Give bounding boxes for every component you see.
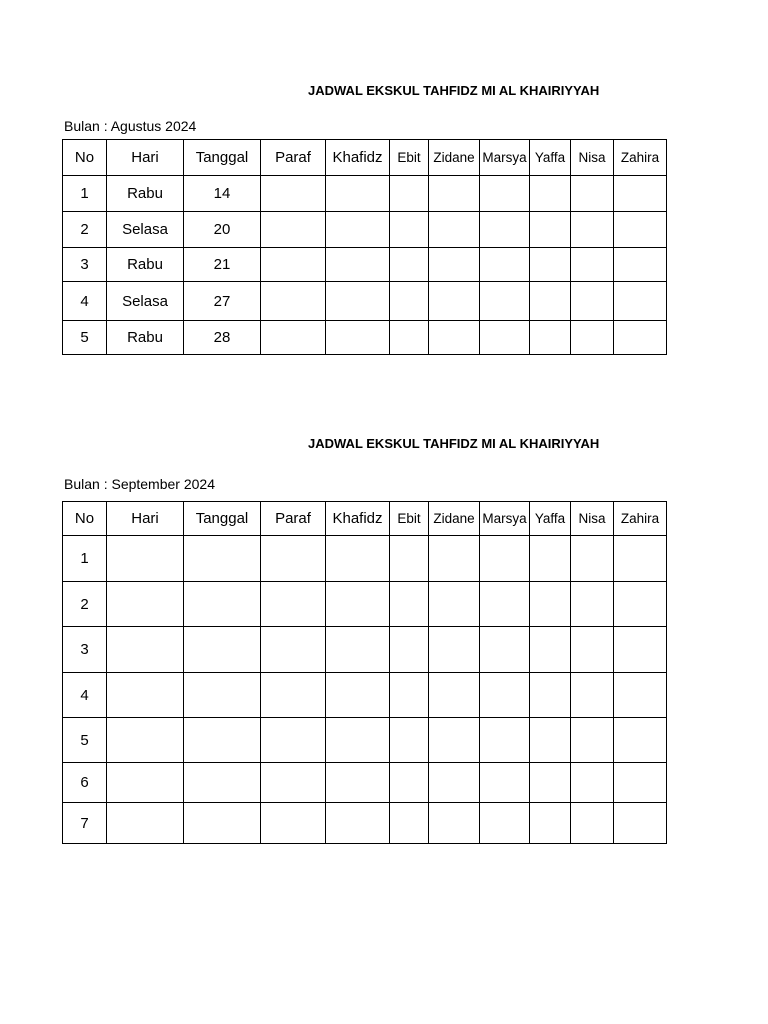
header-khafidz: Khafidz xyxy=(326,502,390,536)
cell-yaffa xyxy=(530,803,571,844)
cell-ebit xyxy=(390,673,429,718)
cell-no: 4 xyxy=(63,673,107,718)
cell-hari: Rabu xyxy=(107,321,184,355)
cell-no: 5 xyxy=(63,321,107,355)
header-paraf: Paraf xyxy=(261,502,326,536)
cell-marsya xyxy=(480,582,530,627)
table-row xyxy=(63,673,667,718)
cell-tanggal xyxy=(184,718,261,763)
cell-zidane xyxy=(429,803,480,844)
cell-ebit xyxy=(390,627,429,673)
cell-hari xyxy=(107,803,184,844)
cell-zahira xyxy=(614,536,667,582)
cell-zidane xyxy=(429,673,480,718)
cell-yaffa xyxy=(530,718,571,763)
cell-khafidz xyxy=(326,673,390,718)
table-row xyxy=(63,282,667,321)
cell-zidane xyxy=(429,282,480,321)
cell-paraf xyxy=(261,627,326,673)
cell-khafidz xyxy=(326,176,390,212)
table-row xyxy=(63,763,667,803)
cell-hari xyxy=(107,673,184,718)
cell-no: 4 xyxy=(63,282,107,321)
cell-zahira xyxy=(614,763,667,803)
cell-zahira xyxy=(614,321,667,355)
cell-zidane xyxy=(429,176,480,212)
cell-nisa xyxy=(571,536,614,582)
cell-hari: Rabu xyxy=(107,248,184,282)
cell-no: 6 xyxy=(63,763,107,803)
cell-tanggal xyxy=(184,803,261,844)
cell-yaffa xyxy=(530,627,571,673)
cell-tanggal xyxy=(184,582,261,627)
cell-nisa xyxy=(571,321,614,355)
header-zahira: Zahira xyxy=(614,140,667,176)
cell-ebit xyxy=(390,763,429,803)
cell-zahira xyxy=(614,212,667,248)
table-row xyxy=(63,321,667,355)
cell-tanggal xyxy=(184,673,261,718)
header-zahira: Zahira xyxy=(614,502,667,536)
cell-yaffa xyxy=(530,536,571,582)
table-row xyxy=(63,627,667,673)
cell-tanggal: 14 xyxy=(184,176,261,212)
table-row xyxy=(63,248,667,282)
cell-marsya xyxy=(480,212,530,248)
cell-hari xyxy=(107,582,184,627)
cell-hari xyxy=(107,536,184,582)
cell-khafidz xyxy=(326,212,390,248)
table-row xyxy=(63,176,667,212)
cell-zahira xyxy=(614,718,667,763)
table-header-row xyxy=(63,502,667,536)
cell-nisa xyxy=(571,176,614,212)
cell-nisa xyxy=(571,248,614,282)
cell-marsya xyxy=(480,248,530,282)
cell-ebit xyxy=(390,321,429,355)
cell-ebit xyxy=(390,582,429,627)
cell-yaffa xyxy=(530,763,571,803)
cell-hari: Selasa xyxy=(107,212,184,248)
cell-khafidz xyxy=(326,718,390,763)
cell-no: 5 xyxy=(63,718,107,763)
cell-zidane xyxy=(429,212,480,248)
cell-nisa xyxy=(571,212,614,248)
table-row xyxy=(63,536,667,582)
cell-zahira xyxy=(614,673,667,718)
cell-yaffa xyxy=(530,248,571,282)
cell-ebit xyxy=(390,176,429,212)
cell-nisa xyxy=(571,282,614,321)
cell-zahira xyxy=(614,176,667,212)
month-label-august: Bulan : Agustus 2024 xyxy=(64,118,197,134)
cell-yaffa xyxy=(530,176,571,212)
header-marsya: Marsya xyxy=(480,502,530,536)
cell-paraf xyxy=(261,763,326,803)
cell-zahira xyxy=(614,582,667,627)
header-khafidz: Khafidz xyxy=(326,140,390,176)
cell-marsya xyxy=(480,627,530,673)
table-header-row xyxy=(63,140,667,176)
cell-khafidz xyxy=(326,536,390,582)
cell-zahira xyxy=(614,282,667,321)
cell-marsya xyxy=(480,536,530,582)
cell-khafidz xyxy=(326,321,390,355)
cell-khafidz xyxy=(326,803,390,844)
cell-nisa xyxy=(571,582,614,627)
cell-paraf xyxy=(261,282,326,321)
cell-yaffa xyxy=(530,321,571,355)
cell-no: 7 xyxy=(63,803,107,844)
cell-nisa xyxy=(571,803,614,844)
cell-nisa xyxy=(571,673,614,718)
cell-ebit xyxy=(390,248,429,282)
cell-tanggal: 27 xyxy=(184,282,261,321)
header-zidane: Zidane xyxy=(429,502,480,536)
cell-zahira xyxy=(614,248,667,282)
month-label-september: Bulan : September 2024 xyxy=(64,476,215,492)
cell-marsya xyxy=(480,763,530,803)
cell-marsya xyxy=(480,176,530,212)
cell-tanggal xyxy=(184,536,261,582)
cell-nisa xyxy=(571,627,614,673)
cell-zidane xyxy=(429,718,480,763)
schedule-table-september xyxy=(62,501,667,844)
cell-khafidz xyxy=(326,763,390,803)
cell-hari: Rabu xyxy=(107,176,184,212)
cell-paraf xyxy=(261,176,326,212)
cell-khafidz xyxy=(326,248,390,282)
cell-yaffa xyxy=(530,673,571,718)
header-marsya: Marsya xyxy=(480,140,530,176)
header-ebit: Ebit xyxy=(390,140,429,176)
header-zidane: Zidane xyxy=(429,140,480,176)
cell-zidane xyxy=(429,321,480,355)
cell-tanggal: 21 xyxy=(184,248,261,282)
cell-hari xyxy=(107,763,184,803)
cell-marsya xyxy=(480,718,530,763)
header-ebit: Ebit xyxy=(390,502,429,536)
cell-hari xyxy=(107,627,184,673)
header-hari: Hari xyxy=(107,502,184,536)
cell-zidane xyxy=(429,627,480,673)
table-row xyxy=(63,582,667,627)
schedule-title-september: JADWAL EKSKUL TAHFIDZ MI AL KHAIRIYYAH xyxy=(308,436,600,451)
cell-ebit xyxy=(390,282,429,321)
cell-paraf xyxy=(261,803,326,844)
cell-yaffa xyxy=(530,212,571,248)
cell-no: 2 xyxy=(63,212,107,248)
cell-nisa xyxy=(571,763,614,803)
cell-ebit xyxy=(390,212,429,248)
cell-hari xyxy=(107,718,184,763)
cell-paraf xyxy=(261,718,326,763)
cell-marsya xyxy=(480,673,530,718)
header-yaffa: Yaffa xyxy=(530,502,571,536)
cell-nisa xyxy=(571,718,614,763)
cell-marsya xyxy=(480,282,530,321)
cell-tanggal xyxy=(184,627,261,673)
cell-paraf xyxy=(261,582,326,627)
cell-tanggal: 20 xyxy=(184,212,261,248)
header-tanggal: Tanggal xyxy=(184,502,261,536)
cell-paraf xyxy=(261,536,326,582)
table-row xyxy=(63,212,667,248)
cell-zahira xyxy=(614,627,667,673)
cell-zidane xyxy=(429,763,480,803)
header-tanggal: Tanggal xyxy=(184,140,261,176)
header-hari: Hari xyxy=(107,140,184,176)
cell-yaffa xyxy=(530,582,571,627)
cell-no: 2 xyxy=(63,582,107,627)
cell-hari: Selasa xyxy=(107,282,184,321)
header-nisa: Nisa xyxy=(571,502,614,536)
header-nisa: Nisa xyxy=(571,140,614,176)
cell-no: 3 xyxy=(63,248,107,282)
cell-zahira xyxy=(614,803,667,844)
cell-zidane xyxy=(429,248,480,282)
cell-marsya xyxy=(480,321,530,355)
cell-paraf xyxy=(261,321,326,355)
schedule-title-august: JADWAL EKSKUL TAHFIDZ MI AL KHAIRIYYAH xyxy=(308,83,600,98)
cell-khafidz xyxy=(326,582,390,627)
cell-khafidz xyxy=(326,282,390,321)
cell-marsya xyxy=(480,803,530,844)
cell-ebit xyxy=(390,536,429,582)
header-no: No xyxy=(63,140,107,176)
cell-yaffa xyxy=(530,282,571,321)
cell-no: 1 xyxy=(63,176,107,212)
header-paraf: Paraf xyxy=(261,140,326,176)
cell-khafidz xyxy=(326,627,390,673)
schedule-table-august xyxy=(62,139,667,355)
cell-paraf xyxy=(261,673,326,718)
cell-no: 1 xyxy=(63,536,107,582)
table-row xyxy=(63,718,667,763)
cell-zidane xyxy=(429,582,480,627)
cell-tanggal: 28 xyxy=(184,321,261,355)
header-yaffa: Yaffa xyxy=(530,140,571,176)
cell-paraf xyxy=(261,212,326,248)
cell-ebit xyxy=(390,718,429,763)
header-no: No xyxy=(63,502,107,536)
table-row xyxy=(63,803,667,844)
cell-zidane xyxy=(429,536,480,582)
cell-tanggal xyxy=(184,763,261,803)
cell-no: 3 xyxy=(63,627,107,673)
cell-paraf xyxy=(261,248,326,282)
cell-ebit xyxy=(390,803,429,844)
